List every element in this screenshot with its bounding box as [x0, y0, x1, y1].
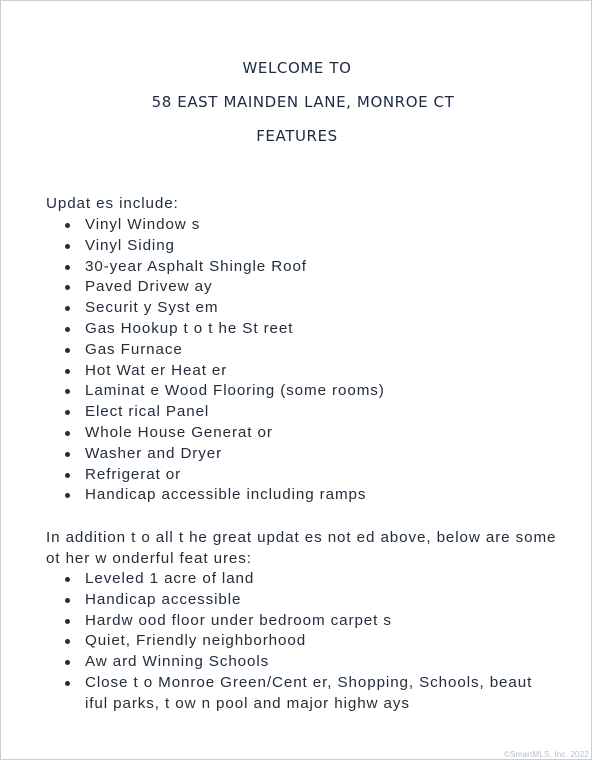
welcome-heading: WELCOME TO — [242, 59, 352, 77]
list-item: 30-year Asphalt Shingle Roof — [63, 257, 385, 278]
list-item: Hot Wat er Heat er — [63, 361, 385, 382]
list-item: Elect rical Panel — [63, 402, 385, 423]
list-item: Leveled 1 acre of land — [63, 569, 533, 590]
list-item: Gas Hookup t o t he St reet — [63, 319, 385, 340]
list-item: Quiet, Friendly neighborhood — [63, 631, 533, 652]
list-item: Gas Furnace — [63, 340, 385, 361]
list-item: Close t o Monroe Green/Cent er, Shopping, Schools, beaut iful parks, t ow n pool and major highw ays — [63, 673, 533, 715]
list-item: Aw ard Winning Schools — [63, 652, 533, 673]
updates-list — [63, 215, 385, 506]
list-item: Washer and Dryer — [63, 444, 385, 465]
list-item: Refrigerat or — [63, 465, 385, 486]
other-features-intro: In addition t o all t he great updat es not ed above, below are some ot her w onderful feat ures: — [46, 529, 557, 567]
list-item: Hardw ood floor under bedroom carpet s — [63, 611, 533, 632]
address-heading: 58 EAST MAINDEN LANE, MONROE CT — [151, 93, 455, 111]
list-item: Whole House Generat or — [63, 423, 385, 444]
list-item: Handicap accessible — [63, 590, 533, 611]
list-item: Paved Drivew ay — [63, 277, 385, 298]
features-heading: FEATURES — [256, 127, 338, 145]
updates-intro: Updat es include: — [46, 195, 179, 212]
list-item: Vinyl Siding — [63, 236, 385, 257]
other-features-list — [63, 569, 533, 715]
list-item: Vinyl Window s — [63, 215, 385, 236]
list-item: Handicap accessible including ramps — [63, 485, 385, 506]
list-item: Laminat e Wood Flooring (some rooms) — [63, 381, 385, 402]
mls-watermark: ©SmartMLS, Inc. 2022 — [503, 750, 589, 759]
list-item: Securit y Syst em — [63, 298, 385, 319]
